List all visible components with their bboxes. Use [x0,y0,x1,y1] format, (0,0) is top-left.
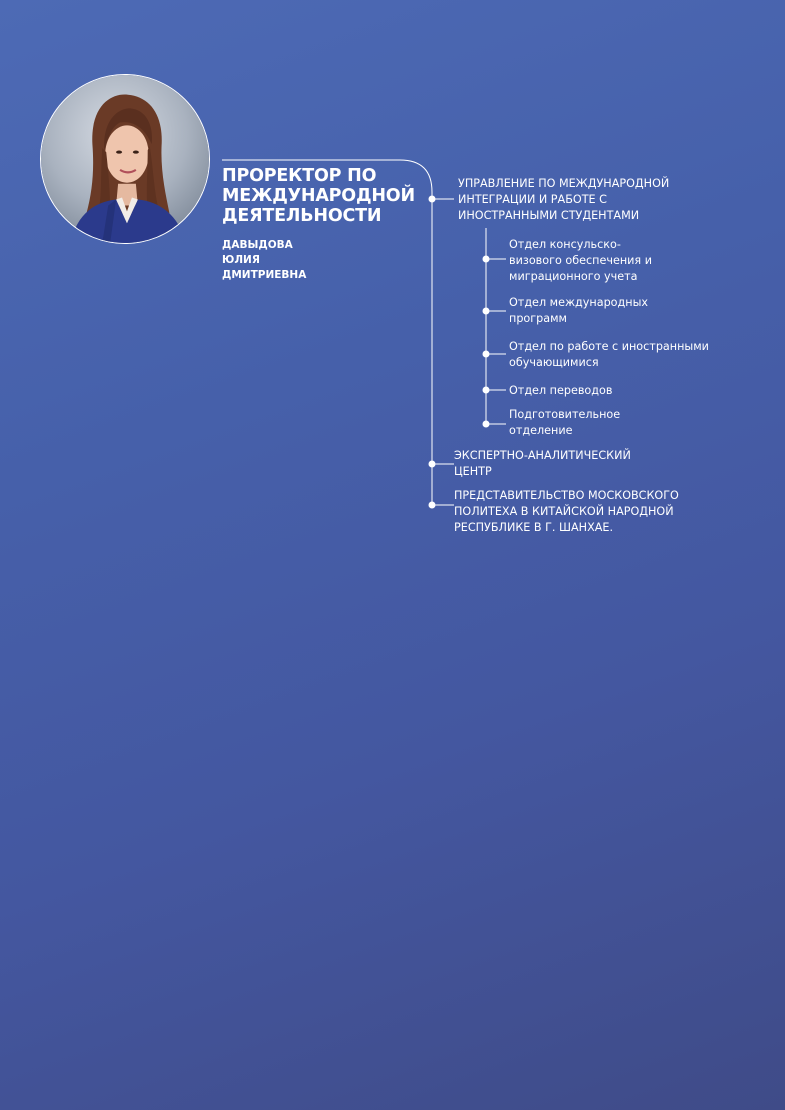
node-dot [483,387,490,394]
unit-expert-analytical-center: ЭКСПЕРТНО-АНАЛИТИЧЕСКИЙ ЦЕНТР [454,449,631,478]
dept-translations: Отдел переводов [509,384,613,397]
node-dot [483,421,490,428]
person-name [222,238,422,283]
dept-international-programs: Отдел международных программ [509,296,649,325]
node-dot [483,256,490,263]
unit-shanghai-office: ПРЕДСТАВИТЕЛЬСТВО МОСКОВСКОГО ПОЛИТЕХА В КИТАЙСКОЙ НАРОДНОЙ РЕСПУБЛИКЕ В Г. ШАНХАЕ. [454,489,679,534]
name-last: ДАВЫДОВА [222,239,293,251]
unit-international-integration: УПРАВЛЕНИЕ ПО МЕЖДУНАРОДНОЙ ИНТЕГРАЦИИ И РАБОТЕ С ИНОСТРАННЫМИ СТУДЕНТАМИ [458,177,670,222]
node-dot [429,461,436,468]
dept-preparatory: Подготовительное отделение [509,408,621,437]
dept-consular-visa: Отдел консульско-визового обеспечения и миграционного учета [509,238,652,283]
name-patronymic: ДМИТРИЕВНА [222,269,307,281]
role-title: ПРОРЕКТОР ПО МЕЖДУНАРОДНОЙ ДЕЯТЕЛЬНОСТИ [222,166,415,226]
node-dot [483,351,490,358]
node-dot [429,502,436,509]
name-first: ЮЛИЯ [222,254,260,266]
node-dot [483,308,490,315]
dept-foreign-students: Отдел по работе с иностранными обучающимися [509,340,709,369]
